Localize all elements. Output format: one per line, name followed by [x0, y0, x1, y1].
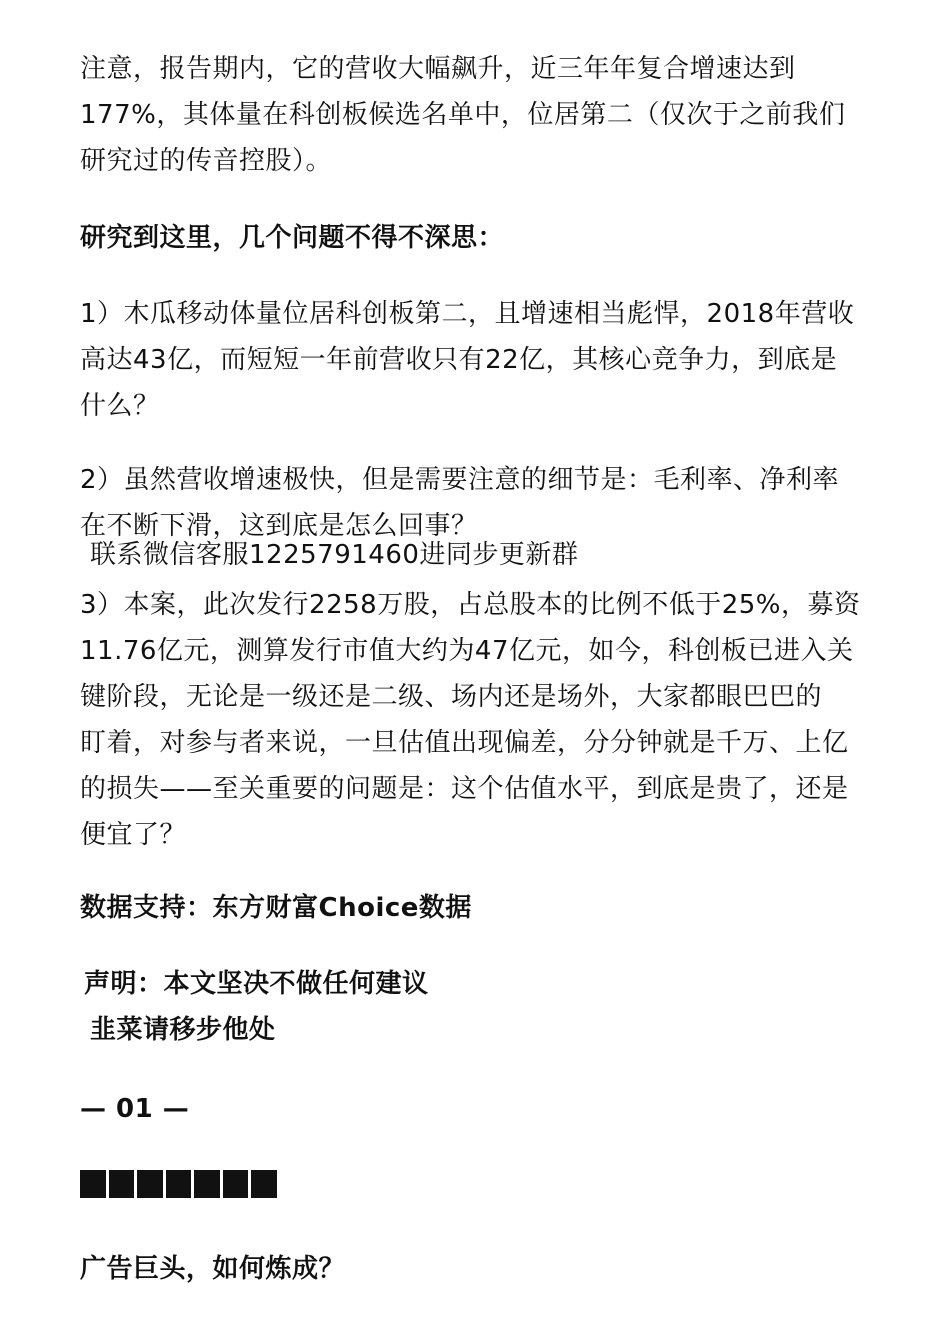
data-support-note: 数据支持：东方财富Choice数据	[80, 893, 472, 923]
text-line: 便宜了？	[80, 820, 187, 850]
redaction-box	[137, 1170, 163, 1198]
text-line: 2）虽然营收增速极快，但是需要注意的细节是：毛利率、净利率	[80, 465, 840, 495]
intro-paragraph	[80, 46, 880, 184]
text-line: 注意，报告期内，它的营收大幅飙升，近三年年复合增速达到	[80, 54, 796, 84]
text-line: 研究过的传音控股）。	[80, 146, 333, 176]
section-title: 广告巨头，如何炼成？	[80, 1254, 346, 1284]
disclaimer-line: 声明：本文坚决不做任何建议	[84, 969, 429, 999]
watermark-text: 联系微信客服1225791460进同步更新群	[90, 540, 579, 570]
redacted-heading-block	[80, 1170, 277, 1198]
text-line: 177%，其体量在科创板候选名单中，位居第二（仅次于之前我们	[80, 100, 846, 130]
text-line: 1）木瓜移动体量位居科创板第二，且增速相当彪悍，2018年营收	[80, 299, 855, 329]
redaction-box	[109, 1170, 135, 1198]
redaction-box	[194, 1170, 220, 1198]
text-line: 3）本案，此次发行2258万股，占总股本的比例不低于25%，募资	[80, 590, 861, 620]
redaction-box	[80, 1170, 106, 1198]
text-line: 11.76亿元，测算发行市值大约为47亿元，如今，科创板已进入关	[80, 636, 854, 666]
question-heading: 研究到这里，几个问题不得不深思：	[80, 223, 505, 253]
text-line: 在不断下滑，这到底是怎么回事？	[80, 511, 478, 541]
disclaimer-block	[80, 961, 880, 1053]
text-line: 的损失——至关重要的问题是：这个估值水平，到底是贵了，还是	[80, 774, 849, 804]
section-number: — 01 —	[80, 1094, 190, 1124]
text-line: 什么？	[80, 391, 160, 421]
redaction-box	[166, 1170, 192, 1198]
text-line: 盯着，对参与者来说，一旦估值出现偏差，分分钟就是千万、上亿	[80, 728, 849, 758]
text-line: 键阶段，无论是一级还是二级、场内还是场外，大家都眼巴巴的	[80, 682, 823, 712]
redaction-box	[223, 1170, 249, 1198]
question-1-paragraph	[80, 291, 880, 429]
disclaimer-line: 韭菜请移步他处	[90, 1015, 276, 1045]
question-3-paragraph	[80, 582, 880, 858]
text-line: 高达43亿，而短短一年前营收只有22亿，其核心竞争力，到底是	[80, 345, 838, 375]
redaction-box	[251, 1170, 277, 1198]
